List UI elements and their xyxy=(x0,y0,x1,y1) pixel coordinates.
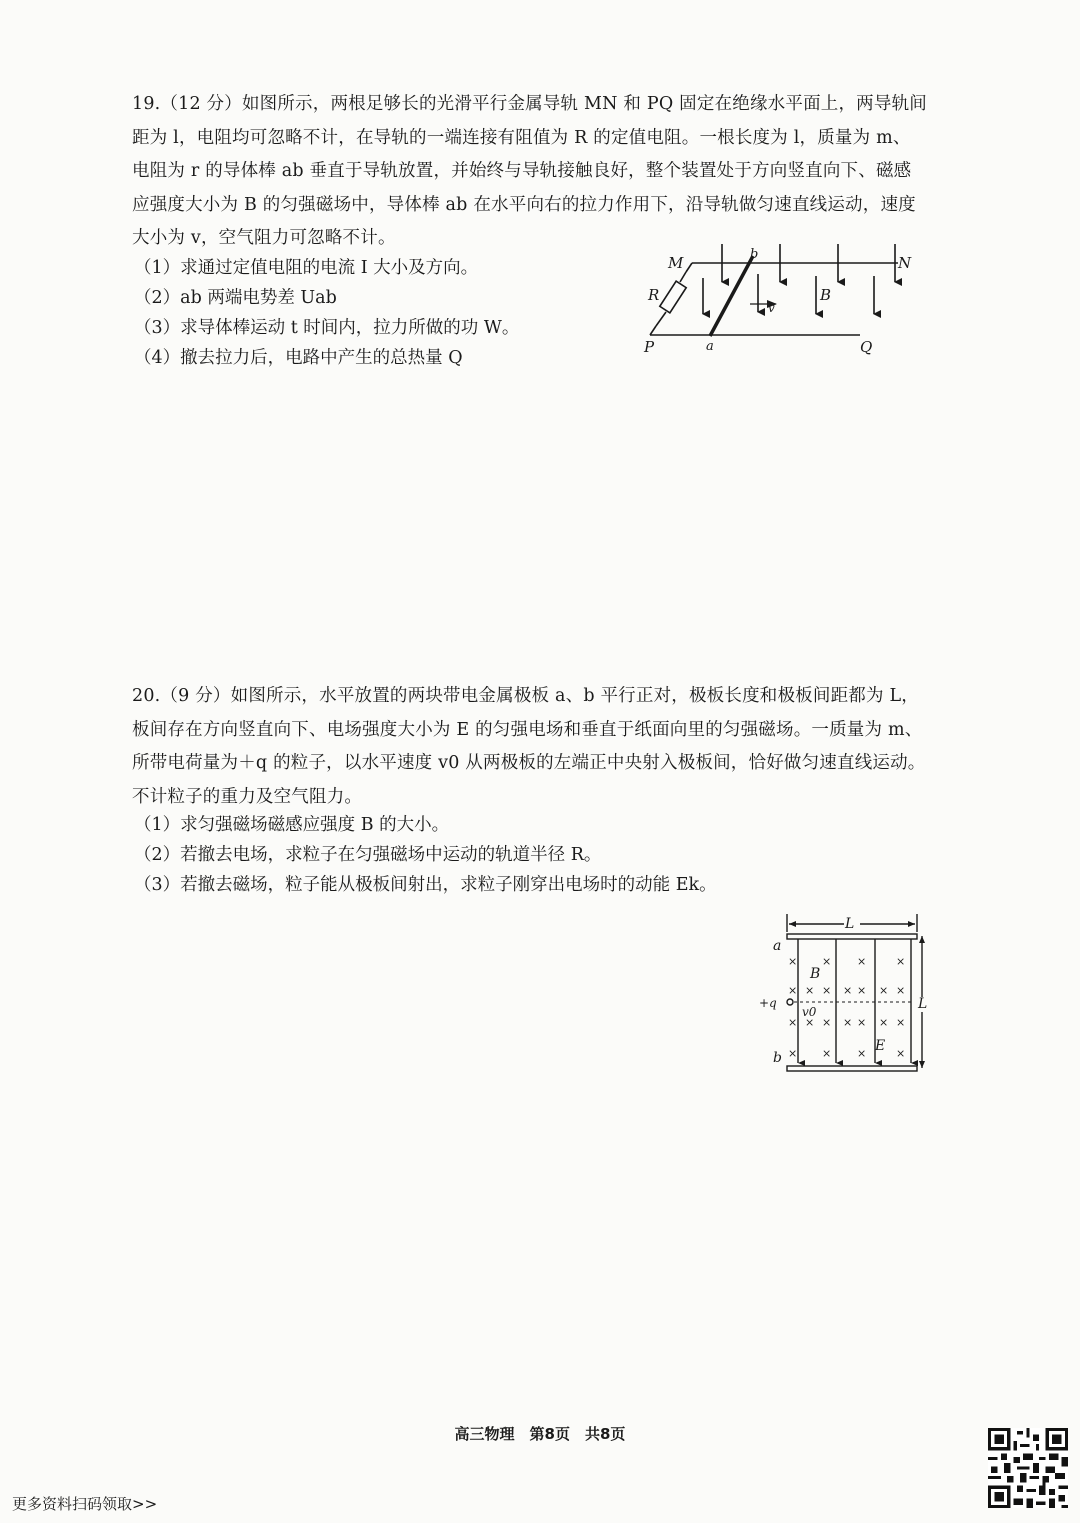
q20-stem xyxy=(132,680,962,814)
q19-part-3: （3）求导体棒运动 t 时间内，拉力所做的功 W。 xyxy=(134,318,520,338)
svg-text:×: × xyxy=(788,984,798,997)
q19-stem xyxy=(132,88,962,256)
label-v: v xyxy=(768,301,775,315)
label-charge: +q xyxy=(759,996,777,1010)
svg-text:×: × xyxy=(788,1047,798,1060)
svg-text:×: × xyxy=(805,1016,815,1029)
label-l-top: L xyxy=(845,916,855,932)
svg-text:×: × xyxy=(896,984,906,997)
q20-line-3: 所带电荷量为＋q 的粒子，以水平速度 v0 从两极板的左端正中央射入极板间，恰好做匀速直线运动。 xyxy=(132,753,926,773)
svg-text:×: × xyxy=(788,955,798,968)
q20-line-4: 不计粒子的重力及空气阻力。 xyxy=(132,786,363,807)
conductor-rod-ab xyxy=(710,256,753,336)
q20-plates-diagram xyxy=(756,910,946,1082)
page-footer: 高三物理 第8页 共8页 xyxy=(454,1425,626,1443)
label-r: R xyxy=(648,286,660,304)
svg-text:×: × xyxy=(843,1016,853,1029)
svg-text:×: × xyxy=(857,984,867,997)
label-m: M xyxy=(668,254,684,272)
label-plate-b: b xyxy=(773,1050,782,1066)
q20-line-2: 板间存在方向竖直向下、电场强度大小为 E 的匀强电场和垂直于纸面向里的匀强磁场。一质量为 m、 xyxy=(132,719,923,740)
label-plate-a: a xyxy=(773,938,782,954)
label-l-side: L xyxy=(918,996,928,1012)
svg-text:×: × xyxy=(896,955,906,968)
svg-text:×: × xyxy=(843,984,853,997)
svg-text:×: × xyxy=(857,1047,867,1060)
q19-line-3: 电阻为 r 的导体棒 ab 垂直于导轨放置，并始终与导轨接触良好，整个装置处于方向竖直向下、磁感 xyxy=(132,161,912,181)
q19-line-2: 距为 l，电阻均可忽略不计，在导轨的一端连接有阻值为 R 的定值电阻。一根长度为 l，质量为 m、 xyxy=(132,127,911,148)
label-a: a xyxy=(706,339,714,354)
qr-code-icon[interactable] xyxy=(988,1428,1068,1508)
q19-part-4: （4）撤去拉力后，电路中产生的总热量 Q xyxy=(134,348,463,368)
label-b-field: B xyxy=(820,286,832,304)
plate-a xyxy=(787,934,917,939)
q19-part-2: （2）ab 两端电势差 Uab xyxy=(134,288,337,308)
svg-text:×: × xyxy=(805,984,815,997)
resistor-r xyxy=(660,281,686,313)
label-b-field: B xyxy=(810,966,821,982)
plate-b xyxy=(787,1066,917,1071)
svg-text:×: × xyxy=(822,984,832,997)
q19-line-1: 19.（12 分）如图所示，两根足够长的光滑平行金属导轨 MN 和 PQ 固定在绝缘水平面上，两导轨间 xyxy=(132,94,927,114)
promo-link[interactable]: 更多资料扫码领取>> xyxy=(12,1495,158,1513)
label-q: Q xyxy=(860,338,873,356)
label-v0: v0 xyxy=(802,1005,817,1019)
svg-text:×: × xyxy=(857,955,867,968)
label-p: P xyxy=(644,338,655,356)
svg-text:×: × xyxy=(879,1016,889,1029)
q19-parts xyxy=(134,253,519,373)
label-b: b xyxy=(750,247,759,262)
svg-text:×: × xyxy=(896,1047,906,1060)
svg-text:×: × xyxy=(857,1016,867,1029)
q20-line-1: 20.（9 分）如图所示，水平放置的两块带电金属极板 a、b 平行正对，极板长度和极板间距都为 L， xyxy=(132,686,919,706)
q19-part-1: （1）求通过定值电阻的电流 I 大小及方向。 xyxy=(134,258,479,278)
svg-text:×: × xyxy=(822,1047,832,1060)
label-n: N xyxy=(898,254,912,272)
svg-text:×: × xyxy=(896,1016,906,1029)
svg-text:×: × xyxy=(788,1016,798,1029)
q20-part-1: （1）求匀强磁场磁感应强度 B 的大小。 xyxy=(134,815,450,835)
q20-part-2: （2）若撤去电场，求粒子在匀强磁场中运动的轨道半径 R。 xyxy=(134,845,602,865)
label-e-field: E xyxy=(875,1038,886,1054)
q20-parts xyxy=(134,810,717,900)
svg-text:×: × xyxy=(879,984,889,997)
q19-line-4: 应强度大小为 B 的匀强磁场中，导体棒 ab 在水平向右的拉力作用下，沿导轨做匀速直线运动，速度 xyxy=(132,194,916,215)
particle-q xyxy=(787,999,793,1005)
q19-line-5: 大小为 v，空气阻力可忽略不计。 xyxy=(132,228,396,248)
svg-text:×: × xyxy=(822,1016,832,1029)
svg-text:×: × xyxy=(822,955,832,968)
q19-rail-diagram xyxy=(640,244,920,364)
q20-part-3: （3）若撤去磁场，粒子能从极板间射出，求粒子刚穿出电场时的动能 Ek。 xyxy=(134,875,717,895)
